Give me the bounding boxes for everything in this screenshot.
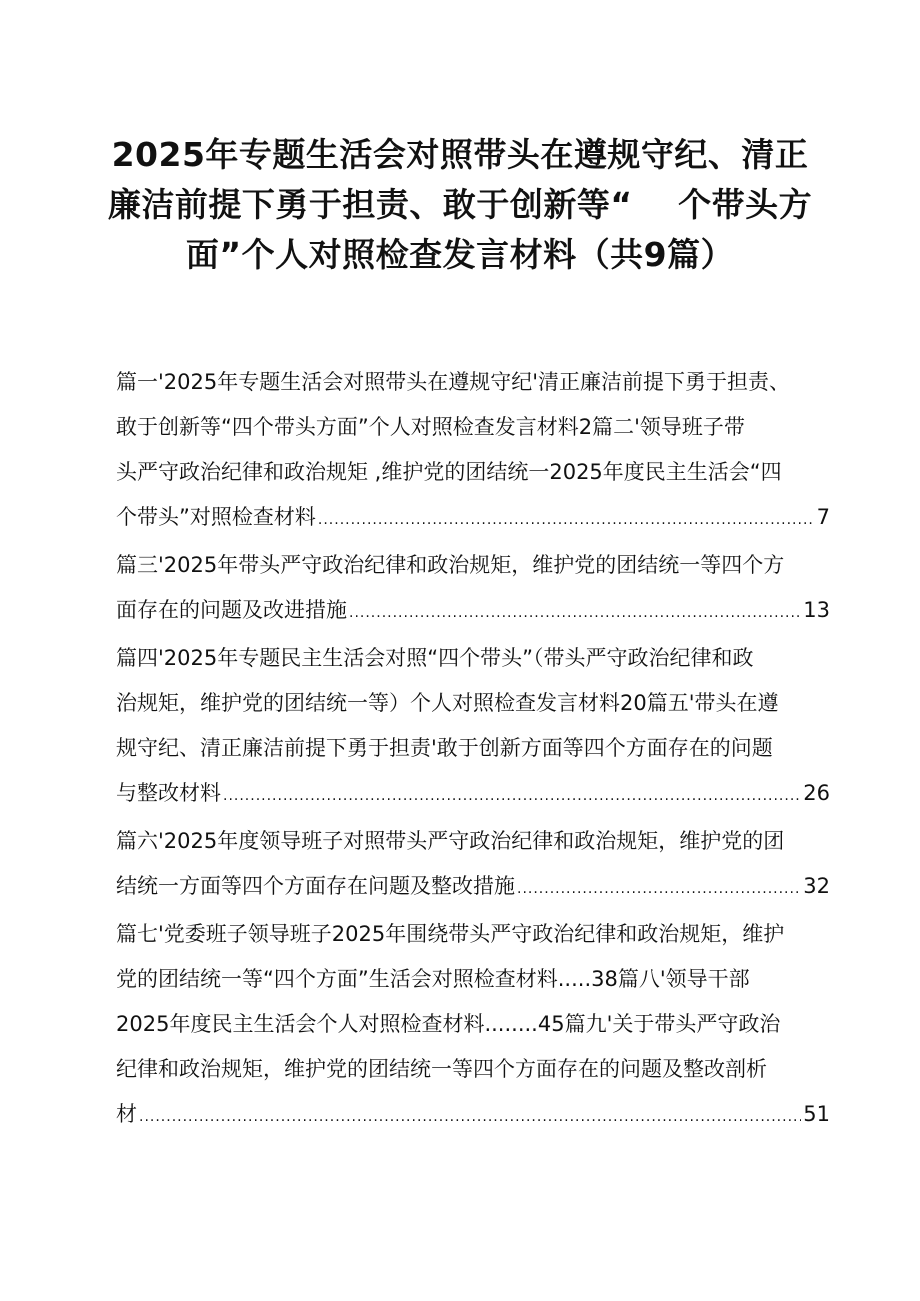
toc-entry-line [116, 1092, 830, 1140]
toc-entry-label: 面存在的问题及改进措施 [116, 598, 347, 622]
toc-entry-line [116, 495, 830, 543]
title-line-3: 面”个人对照检查发言材料（共9篇） [185, 235, 735, 274]
toc-text-line: 敢于创新等“四个带头方面”个人对照检查发言材料2篇二'领导班子带 [116, 415, 745, 439]
document-title [80, 130, 840, 280]
toc-entry-label: 结统一方面等四个方面存在问题及整改措施 [116, 874, 515, 898]
toc-text-line: 篇三'2025年带头严守政治纪律和政治规矩，维护党的团结统一等四个方 [116, 553, 785, 577]
toc-page-number: 13 [803, 598, 830, 622]
toc-text-line: 2025年度民主生活会个人对照检查材料........45篇九'关于带头严守政治 [116, 1012, 781, 1036]
toc-leader-dots [139, 1095, 801, 1140]
toc-leader-dots [318, 498, 815, 543]
toc-page-number: 51 [803, 1102, 830, 1126]
toc-page-number: 26 [803, 781, 830, 805]
toc-text-line: 治规矩，维护党的团结统一等）个人对照检查发言材料20篇五'带头在遵 [116, 691, 779, 715]
toc-text-line: 篇七'党委班子领导班子2025年围绕带头严守政治纪律和政治规矩，维护 [116, 922, 785, 946]
toc-entry-label: 材 [116, 1102, 137, 1126]
toc-entry-label: 个带头”对照检查材料 [116, 505, 316, 529]
title-line-2: 廉洁前提下勇于担责、敢于创新等“ 个带头方 [107, 185, 813, 224]
toc-entry-line [116, 588, 830, 636]
toc-leader-dots [349, 591, 801, 636]
title-line-1: 2025年专题生活会对照带头在遵规守纪、清正 [111, 135, 809, 174]
toc-entry-line [116, 771, 830, 819]
toc-text-line: 党的团结统一等“四个方面”生活会对照检查材料.....38篇八'领导干部 [116, 967, 750, 991]
toc-page-number: 32 [803, 874, 830, 898]
toc-text-line: 篇四'2025年专题民主生活会对照“四个带头”（带头严守政治纪律和政 [116, 646, 754, 670]
toc-text-line: 纪律和政治规矩，维护党的团结统一等四个方面存在的问题及整改剖析 [116, 1057, 767, 1081]
toc-page-number: 7 [816, 505, 830, 529]
toc-text-line: 篇一'2025年专题生活会对照带头在遵规守纪'清正廉洁前提下勇于担责、 [116, 370, 790, 394]
toc-leader-dots [517, 867, 801, 912]
table-of-contents [116, 360, 830, 1140]
toc-text-line: 篇六'2025年度领导班子对照带头严守政治纪律和政治规矩，维护党的团 [116, 829, 785, 853]
toc-entry-line [116, 864, 830, 912]
toc-leader-dots [223, 774, 801, 819]
toc-entry-label: 与整改材料 [116, 781, 221, 805]
toc-text-line: 头严守政治纪律和政治规矩 ,维护党的团结统一2025年度民主生活会“四 [116, 460, 782, 484]
toc-text-line: 规守纪、清正廉洁前提下勇于担责'敢于创新方面等四个方面存在的问题 [116, 736, 773, 760]
